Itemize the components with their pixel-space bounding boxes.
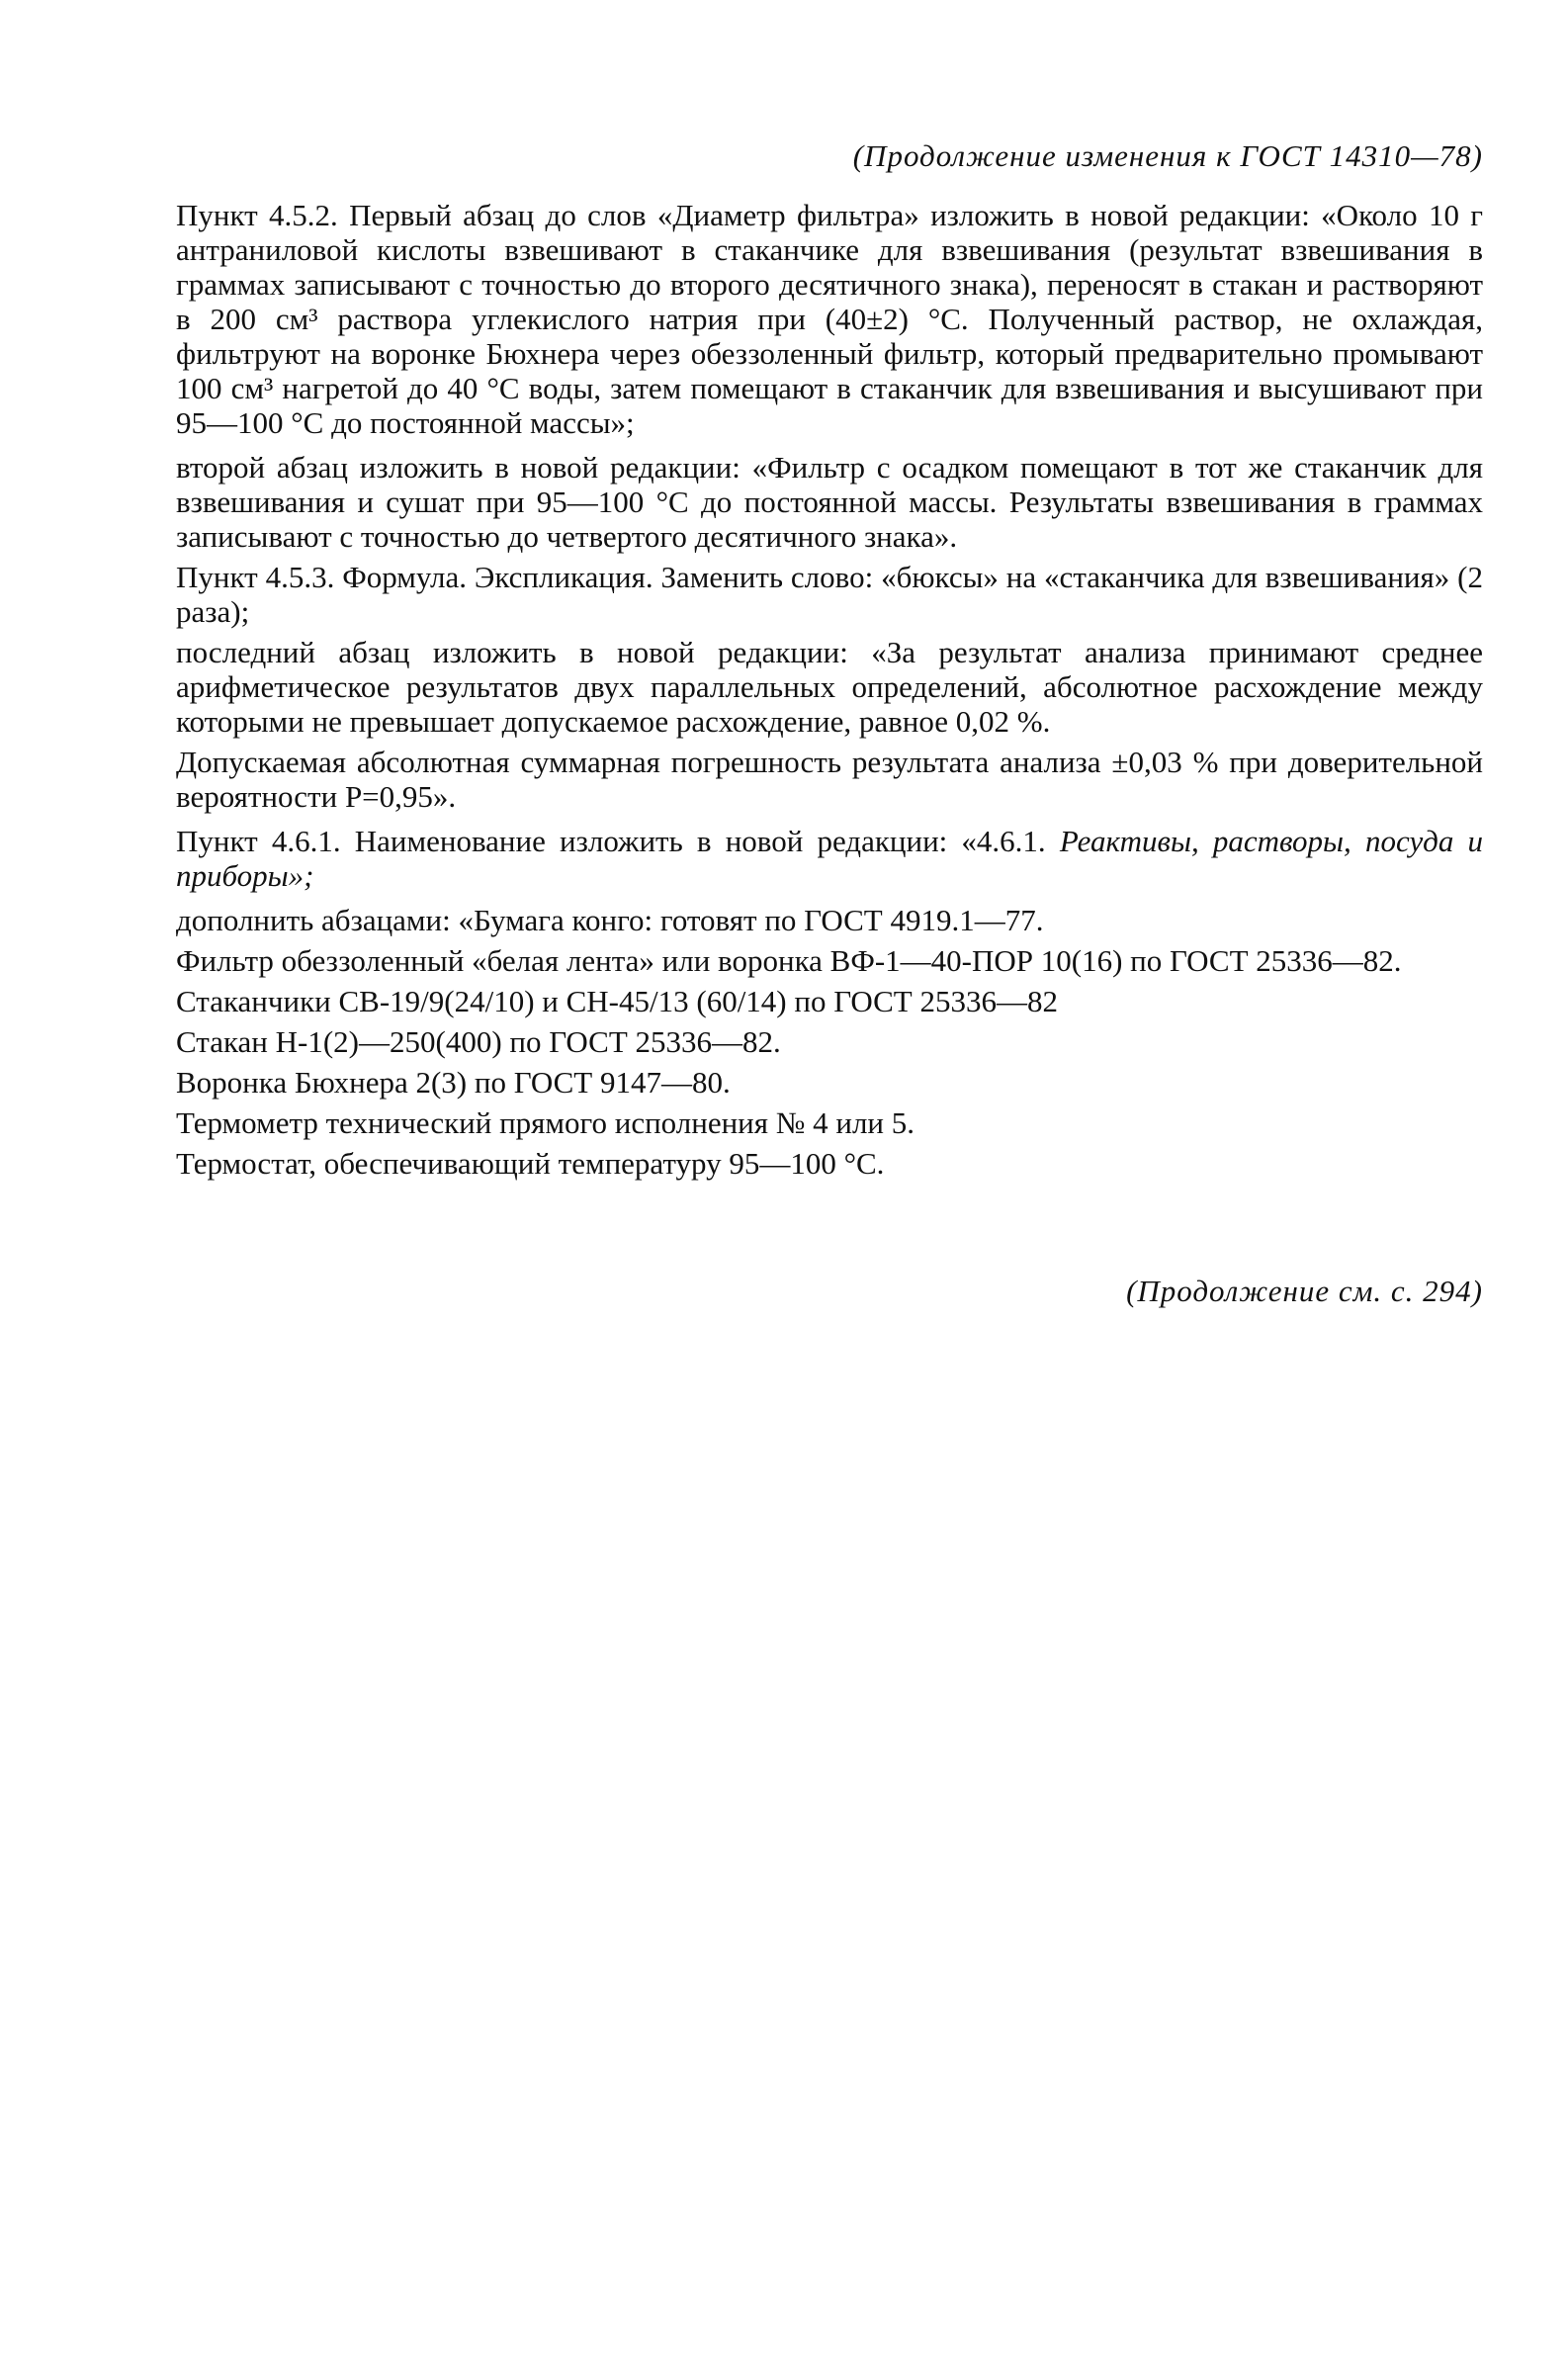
page-header: (Продолжение изменения к ГОСТ 14310—78) xyxy=(852,138,1483,173)
paragraph-4-6-1-italic: Реактивы, растворы, посуда и приборы»; xyxy=(176,824,1483,893)
list-item-funnel: Воронка Бюхнера 2(3) по ГОСТ 9147—80. xyxy=(176,1065,731,1100)
paragraph-last-abzac: последний абзац изложить в новой редакции: «За результат анализа принимают среднее арифметическое результатов двух параллельных определений, абсолютное расхождение между которыми не превышает допускаемое расхождение, равное 0,02 %. xyxy=(176,635,1483,739)
list-item-thermostat: Термостат, обеспечивающий температуру 95—100 °С. xyxy=(176,1146,885,1181)
list-item-cups: Стаканчики СВ-19/9(24/10) и СН-45/13 (60/14) по ГОСТ 25336—82 xyxy=(176,984,1058,1018)
paragraph-4-6-1 xyxy=(176,824,1483,893)
paragraph-4-5-3: Пункт 4.5.3. Формула. Экспликация. Заменить слово: «бюксы» на «стаканчика для взвешивания» (2 раза); xyxy=(176,560,1483,629)
list-item-beaker: Стакан Н-1(2)—250(400) по ГОСТ 25336—82. xyxy=(176,1024,781,1059)
page-footer: (Продолжение см. с. 294) xyxy=(1126,1274,1483,1308)
paragraph-4-5-2: Пункт 4.5.2. Первый абзац до слов «Диаметр фильтра» изложить в новой редакции: «Около 10 г антраниловой кислоты взвешивают в стаканчике для взвешивания (результат взвешивания в граммах записывают с точностью до второго десятичного знака), переносят в стакан и растворяют в 200 см³ раствора углекислого натрия при (40±2) °С. Полученный раствор, не охлаждая, фильтруют на воронке Бюхнера через обеззоленный фильтр, который предварительно промывают 100 см³ нагретой до 40 °С воды, затем помещают в стаканчик для взвешивания и высушивают при 95—100 °С до постоянной массы»; xyxy=(176,198,1483,440)
paragraph-supplement: дополнить абзацами: «Бумага конго: готовят по ГОСТ 4919.1—77. xyxy=(176,903,1044,937)
paragraph-4-6-1-plain: Пункт 4.6.1. Наименование изложить в новой редакции: «4.6.1. xyxy=(176,824,1046,858)
document-body xyxy=(176,198,1483,1181)
list-item-thermometer: Термометр технический прямого исполнения № 4 или 5. xyxy=(176,1105,915,1140)
list-item-filter: Фильтр обеззоленный «белая лента» или воронка ВФ-1—40-ПОР 10(16) по ГОСТ 25336—82. xyxy=(176,943,1402,978)
paragraph-tolerance: Допускаемая абсолютная суммарная погрешность результата анализа ±0,03 % при доверительной вероятности P=0,95». xyxy=(176,745,1483,814)
paragraph-second-abzac: второй абзац изложить в новой редакции: «Фильтр с осадком помещают в тот же стаканчик для взвешивания и сушат при 95—100 °С до постоянной массы. Результаты взвешивания в граммах записывают с точностью до четвертого десятичного знака». xyxy=(176,450,1483,554)
